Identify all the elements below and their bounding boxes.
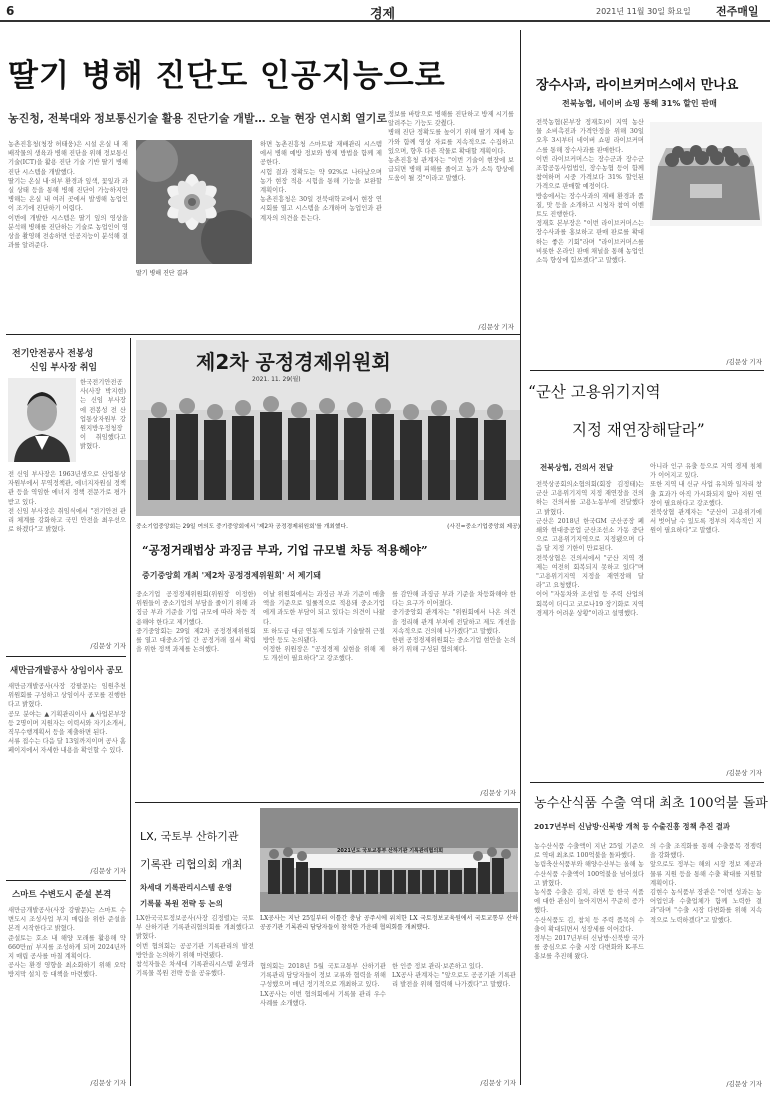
- article-body: [650, 232, 762, 352]
- article-body: 한국전기안전공사(사장 박지현)는 신임 부사장에 전봉성 전 산업통상자원부 강원지방우정청장이 취임했다고 밝혔다.: [80, 379, 126, 451]
- article-subhead: 중기중앙회 개최 '제2차 공정경제위원회' 서 제기돼: [142, 571, 321, 580]
- article-headline: “군산 고용위기지역: [528, 383, 661, 401]
- article-headline: 기록관 리협의회 개최: [140, 858, 243, 871]
- section-name: 경제: [370, 7, 396, 22]
- article-headline: 스마트 수변도시 준설 본격: [12, 890, 112, 900]
- column-divider: [130, 338, 131, 1086]
- article-headline: “공정거래법상 과징금 부과, 기업 규모별 차등 적용해야”: [142, 543, 428, 557]
- section-divider: [6, 334, 520, 335]
- strawberry-photo: [136, 140, 252, 264]
- article-body: 새만금개발공사(사장 강팔문)는 임원추천위원회를 구성하고 상임이사 공모를 진행한다고 밝혔다. 공모 분야는 ▲기획관리이사 ▲사업본부장 등 2명이며 지원자는 이력서와 자기소개서, 직무수행계획서 등을 제출하면 된다. 서류 접수는 다음 달 13일까지이며 공사 홈페이지에서 자세한 내용을 확인할 수 있다.: [8, 683, 126, 755]
- article-headline: 딸기 병해 진단도 인공지능으로: [8, 58, 446, 94]
- article-headline: 지정 재연장해달라”: [572, 421, 705, 439]
- article-body: 중소기업 공정경제위원회(위원장 이정한) 위원들이 중소기업의 부담을 줄이기 위해 과징금 부과 기준을 기업 규모에 따라 차등 적용해야 한다고 제기했다. 중기중앙회는 29일 제2차 공정경제위원회를 열고 대중소기업 간 공정거래 질서 확립을 위한 정책 과제를 논의했다.: [136, 591, 256, 654]
- article-headline: 전기안전공사 전봉성: [12, 349, 94, 359]
- article-subhead: 기록물 복원 전략 등 논의: [140, 899, 223, 908]
- column-divider: [520, 30, 521, 1085]
- byline: /김문상 기자: [726, 358, 762, 366]
- photo-caption: 딸기 병해 진단 결과: [136, 270, 189, 277]
- article-subhead: 농진청, 전북대와 정보통신기술 활용 진단기술 개발… 오늘 현장 연시회 열기로: [8, 112, 388, 125]
- section-divider: [530, 782, 764, 783]
- article-body: 전북상공회의소협의회(회장 김정태)는 군산 고용위기지역 지정 재연장을 건의하는 건의서를 고용노동부에 전달했다고 밝혔다. 군산은 2018년 한국GM 군산공장 폐쇄와 현대중공업 군산조선소 가동 중단으로 고용위기지역으로 지정됐으며 다음 달 지정 기한이 만료된다. 전북상협은 건의서에서 "군산 지역 경제는 여전히 회복되지 못하고 있다"며 "고용위기지역 지정을 재연장해 달라"고 요청했다. 이어 "자동차와 조선업 등 주력 산업의 회복이 더디고 코로나19 장기화로 지역 경제가 어려운 상황"이라고 설명했다.: [536, 481, 644, 617]
- banner-date: 2021. 11. 29(월): [252, 376, 301, 383]
- banner-title: 2021년도 국토교통부 산하기관 기록관리협의회: [336, 848, 444, 854]
- article-subhead: 신임 부사장 취임: [30, 363, 98, 373]
- section-divider: [530, 370, 764, 371]
- article-headline: LX, 국토부 산하기관: [140, 830, 239, 843]
- article-body: 아니라 인구 유출 등으로 지역 경제 침체가 이어지고 있다. 또한 지역 내 신규 사업 유치와 일자리 창출 효과가 아직 가시화되지 않아 지원 연장이 필요하다고 강조했다. 전북상협 관계자는 "군산이 고용위기에서 벗어날 수 있도록 정부의 지속적인 지원이 필요하다"고 말했다.: [650, 463, 762, 535]
- byline: /김문상 기자: [480, 1079, 516, 1087]
- section-divider: [6, 880, 126, 881]
- article-body: 를 감안해 과징금 부과 기준을 차등화해야 한다는 요구가 이어졌다. 중기중앙회 관계자는 "위원회에서 나온 의견을 정리해 관계 부처에 전달하고 제도 개선을 지속적으로 건의해 나가겠다"고 말했다. 한편 공정경제위원회는 중소기업 현안을 논의하기 위해 구성된 협의체다.: [392, 591, 516, 654]
- article-body: 협의회는 2018년 5월 국토교통부 산하기관 기록관리 담당자들이 정보 교류와 협력을 위해 구성했으며 매년 정기적으로 개최하고 있다. LX공사는 이번 협의회에서 기록물 관리 우수 사례를 소개했다.: [260, 963, 386, 1007]
- article-body: LX한국국토정보공사(사장 김정렬)는 국토부 산하기관 기록관리협의회를 개최했다고 밝혔다. 이번 협의회는 공공기관 기록관리의 발전 방안을 논의하기 위해 마련됐다. 참석자들은 차세대 기록관리시스템 운영과 기록물 복원 전략 등을 공유했다.: [136, 915, 254, 978]
- photo-caption: LX공사는 지난 25일부터 이틀간 충남 공주시에 위치한 LX 국토정보교육원에서 국토교통부 산하 공공기관 기록관리 담당자들이 참석한 가운데 협의회를 개최했다.: [260, 915, 518, 932]
- article-subhead: 전북농협, 네이버 쇼핑 통해 31% 할인 판매: [562, 99, 717, 108]
- banner-title: 제2차 공정경제위원회: [196, 350, 391, 374]
- apple-box-photo: [650, 122, 762, 226]
- article-subhead: 전북상협, 건의서 전달: [540, 463, 614, 472]
- section-divider: [135, 802, 520, 803]
- article-body: 새만금개발공사(사장 강팔문)는 스마트 수변도시 조성사업 부지 매립을 위한 준설을 본격 시작한다고 밝혔다. 준설토는 호소 내 해양 모래를 활용해 약 660만㎡ 부지를 조성하게 되며 2024년까지 매립 공사를 마칠 계획이다. 공사는 환경 영향을 최소화하기 위해 오탁방지막 설치 등 대책을 마련했다.: [8, 907, 126, 979]
- photo-caption: 중소기업중앙회는 29일 여의도 중기중앙회에서 '제2차 공정경제위원회'를 개최했다.: [136, 524, 348, 530]
- issue-date: 2021년 11월 30일 화요일: [596, 7, 691, 16]
- article-headline: 새만금개발공사 상임이사 공모: [10, 666, 123, 676]
- article-body: 한 인증 정보 관리·보존하고 있다. LX공사 관계자는 "앞으로도 공공기관 기록관리 발전을 위해 협력해 나가겠다"고 말했다.: [392, 963, 516, 989]
- article-headline: 농수산식품 수출 역대 최초 100억불 돌파: [534, 796, 768, 811]
- byline: /김문상 기자: [726, 1080, 762, 1088]
- byline: /김문상 기자: [90, 642, 126, 650]
- newspaper-name: 전주매일: [716, 5, 759, 18]
- article-body: 이날 위원회에서는 과징금 부과 기준이 매출액을 기준으로 일률적으로 적용돼 중소기업에게 과도한 부담이 되고 있다는 의견이 나왔다. 또 하도급 대금 연동제 도입과 기술탈취 근절 방안 등도 논의됐다. 이정한 위원장은 "공정경제 실현을 위해 제도 개선이 필요하다"고 강조했다.: [263, 591, 385, 663]
- page-header: [0, 0, 770, 22]
- portrait-photo: [8, 378, 76, 462]
- article-body: 농수산식품 수출액이 지난 25일 기준으로 역대 최초로 100억불을 돌파했다. 농림축산식품부와 해양수산부는 올해 농수산식품 수출액이 100억불을 넘어섰다고 밝혔다. 농식품 수출은 김치, 라면 등 한국 식품에 대한 관심이 높아지면서 꾸준히 증가했다. 수산식품도 김, 참치 등 주력 품목의 수출이 확대되면서 성장세를 이어갔다. 정부는 2017년부터 신남방·신북방 국가를 중심으로 수출 시장 다변화와 K-푸드 홍보를 추진해 왔다.: [534, 843, 644, 961]
- article-body: 정보를 바탕으로 병해를 진단하고 방제 시기를 알려주는 기능도 갖췄다. 병해 진단 정확도를 높이기 위해 딸기 재배 농가와 함께 영상 자료를 지속적으로 수집하고 있으며, 향후 다른 작물로 확대할 계획이다. 농촌진흥청 관계자는 "이번 기술이 현장에 보급되면 병해 피해를 줄이고 농가 소득 향상에 도움이 될 것"이라고 말했다.: [388, 111, 514, 183]
- article-headline: 장수사과, 라이브커머스에서 만나요: [536, 78, 739, 93]
- byline: /김문상 기자: [478, 323, 514, 331]
- article-body: 농촌진흥청(청장 허태웅)은 시설 온실 내 재배작물의 생육과 병해 진단을 위해 정보통신 기술(ICT)을 활용 진단 기술 기반 딸기 병해 진단 시스템을 개발했다. 딸기는 온실 내·외부 환경과 잎색, 꽃잎과 과실 상태 등을 통해 병해 진단이 가능하지만 병해는 온실 내 여러 곳에서 발생해 농업인이 조기에 진단하기 어렵다. 이번에 개발한 시스템은 딸기 잎의 영상을 분석해 병해를 진단하는 기술로 농업인이 영상을 촬영해 전송하면 인공지능이 분석해 결과를 알려준다.: [8, 141, 128, 250]
- byline: /김문상 기자: [726, 769, 762, 777]
- article-body: 의 수출 조직화를 통해 수출품목 경쟁력을 강화했다. 앞으로도 정부는 해외 시장 정보 제공과 물류 지원 등을 통해 수출 확대를 지원할 계획이다. 김현수 농식품부 장관은 "이번 성과는 농어업인과 수출업체가 함께 노력한 결과"라며 "수출 시장 다변화를 위해 지속적으로 노력하겠다"고 말했다.: [650, 843, 762, 924]
- photo-credit: (사진=중소기업중앙회 제공): [447, 524, 520, 530]
- article-subhead: 2017년부터 신남방·신북방 개척 등 수출진흥 정책 추진 결과: [534, 822, 730, 831]
- article-body: [136, 284, 254, 332]
- article-body: 전 신임 부사장은 1963년생으로 산업통상자원부에서 무역정책관, 에너지자원실 정책관 등을 역임한 에너지 정책 전문가로 평가받고 있다. 전 신임 부사장은 취임식에서 "전기안전 관리 체계를 강화하고 국민 안전을 최우선으로 하겠다"고 밝혔다.: [8, 471, 126, 534]
- page-number: 6: [6, 4, 15, 18]
- lx-group-photo: [260, 808, 518, 912]
- byline: /김문상 기자: [90, 867, 126, 875]
- article-subhead: 차세대 기록관리시스템 운영: [140, 883, 233, 892]
- section-divider: [6, 656, 126, 657]
- byline: /김문상 기자: [90, 1079, 126, 1087]
- article-body: 하면 농촌진흥청 스마트팜 재배관리 시스템에서 병해 예방 정보와 방제 방법을 함께 제공한다. 시험 결과 정확도는 약 92%로 나타났으며 농가 현장 적용 시험을 통해 기능을 보완할 계획이다. 농촌진흥청은 30일 전북대학교에서 현장 연시회를 열고 시스템을 소개하며 농업인과 관계자의 의견을 듣는다.: [260, 141, 382, 222]
- article-body: 전북농협(본부장 정재호)이 지역 농산물 소비촉진과 가격안정을 위해 30일 오후 3시부터 네이버 쇼핑 라이브커머스를 통해 장수사과를 판매한다. 이번 라이브커머스는 장수군과 장수군조합공동사업법인, 장수농협 등이 함께 참여하며 시중 가격보다 31% 할인된 가격으로 판매할 예정이다. 방송에서는 장수사과의 재배 환경과 품질, 맛 등을 소개하고 시청자 참여 이벤트도 진행한다. 정재호 본부장은 "이번 라이브커머스는 장수사과를 홍보하고 판매 판로를 확대하는 좋은 기회"라며 "라이브커머스를 비롯한 온라인 판매 채널을 통해 농업인 소득 향상에 힘쓰겠다"고 말했다.: [536, 119, 644, 265]
- byline: /김문상 기자: [480, 789, 516, 797]
